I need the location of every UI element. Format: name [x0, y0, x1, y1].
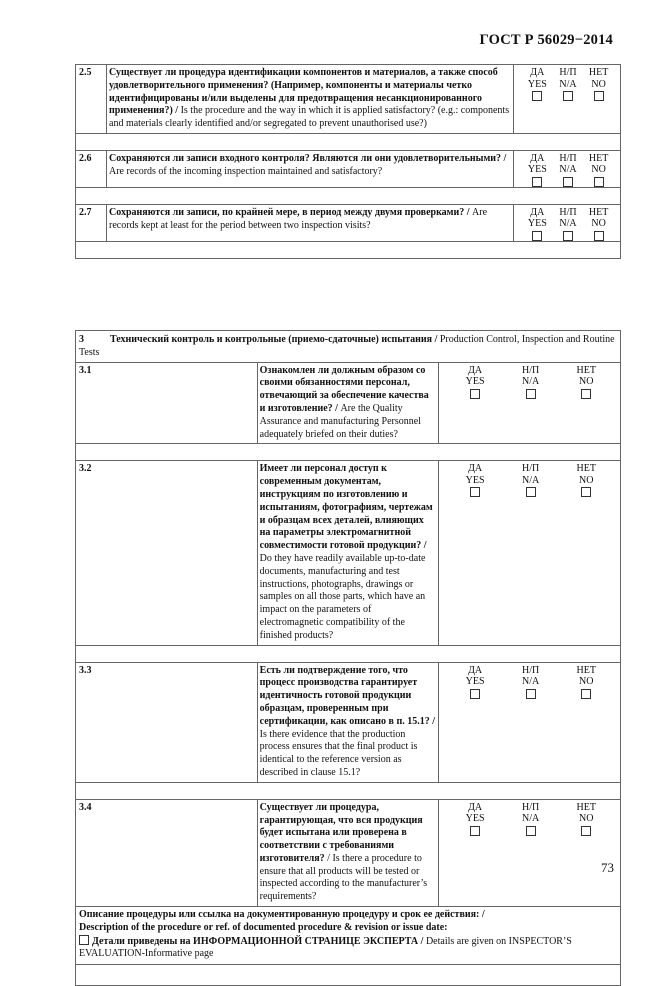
spacer-cell [76, 965, 621, 986]
question-number: 2.6 [76, 150, 107, 187]
answer-no [571, 802, 601, 836]
question-text-ru: Существует ли процедура идентификации компонентов и материалов, а также способ удовлетворительного применения? (Например, компоненты и материалы четко идентифицированы и/или выделены для предотвращения несанкционированного применения?) / [109, 67, 498, 117]
na-checkbox[interactable] [563, 231, 573, 241]
question-text-ru: Имеет ли персонал доступ к современным документам, инструкциям по изготовлению и испытаниям, фотографиям, чертежам и образцам всех деталей, влияющих на параметры электромагнитной совместимости готовой продукции? / [259, 463, 433, 552]
question-text-ru: Существует ли процедура, гарантирующая, что вся продукция будет испытана или проверена в соответствии с требованиями изготовителя? [259, 801, 423, 864]
question-text-en: Is there evidence that the production process ensures that the final product is identical to the reference version as described in clause 15.1? [259, 728, 418, 778]
yes-checkbox[interactable] [532, 177, 542, 187]
spacer-cell [76, 187, 621, 204]
details-text-ru: Детали приведены на ИНФОРМАЦИОННОЙ СТРАНИЦЕ ЭКСПЕРТА / [92, 935, 424, 947]
question-row [76, 461, 621, 645]
description-line-en: Description of the procedure or ref. of documented procedure & revision or issue date: [79, 921, 448, 933]
question-text-en: Are records of the incoming inspection maintained and satisfactory? [109, 165, 383, 177]
answer-na [553, 67, 583, 101]
spacer-row [76, 444, 621, 461]
checklist-table-section-3 [75, 330, 621, 986]
yes-label-ru: ДА [468, 364, 483, 376]
na-label-en: N/A [559, 164, 577, 176]
answer-cell [439, 662, 621, 782]
spacer-row [76, 645, 621, 662]
no-label-en: NO [591, 164, 606, 176]
no-label-en: NO [578, 813, 594, 825]
yes-label-en: YES [465, 376, 485, 388]
no-label-en: NO [591, 78, 606, 90]
na-checkbox[interactable] [563, 91, 573, 101]
document-header: ГОСТ Р 56029−2014 [479, 32, 613, 48]
no-label-ru: НЕТ [588, 206, 609, 218]
spacer-cell [76, 133, 621, 150]
answer-no [584, 153, 614, 187]
yes-label-en: YES [465, 474, 485, 486]
yes-checkbox[interactable] [532, 91, 542, 101]
answer-na [516, 365, 546, 399]
answer-cell [439, 362, 621, 444]
no-checkbox[interactable] [594, 91, 604, 101]
question-text-ru: Ознакомлен ли должным образом со своими обязанностями персонал, отвечающий за обеспечение качества и изготовление? / [259, 364, 429, 414]
question-text-en: Do they have readily available up-to-date documents, manufacturing and test instructions, photographs, drawings or samples on all those parts, which have an impact on the parameters of electromagnetic compatibility of the finished products? [259, 552, 426, 641]
answer-options [514, 207, 620, 241]
na-label-ru: Н/П [522, 364, 540, 376]
na-label-ru: Н/П [559, 152, 577, 164]
question-text-en: Are records kept at least for the period between two inspection visits? [109, 206, 488, 231]
answer-yes [460, 463, 490, 497]
yes-label-ru: ДА [468, 664, 483, 676]
spacer-row [76, 782, 621, 799]
na-label-ru: Н/П [522, 801, 540, 813]
question-text [257, 461, 439, 645]
no-checkbox[interactable] [594, 231, 604, 241]
section-number: 3 [79, 334, 84, 345]
question-text [107, 204, 514, 241]
question-text-en: Is the procedure and the way in which it is applied satisfactory? (e.g.: components and materials clearly identified and/or segregated to prevent unauthorised use?) [109, 105, 510, 130]
answer-options [439, 463, 620, 497]
question-row [76, 150, 621, 187]
answer-no [571, 665, 601, 699]
spacer-row [76, 133, 621, 150]
question-number: 3.4 [76, 799, 258, 906]
details-line [79, 935, 617, 962]
yes-label-en: YES [465, 813, 485, 825]
answer-na [516, 665, 546, 699]
yes-label-ru: ДА [530, 206, 545, 218]
answer-no [571, 365, 601, 399]
details-text-en: Details are given on INSPECTOR’S EVALUATION-Informative page [79, 935, 572, 960]
na-label-en: N/A [522, 376, 540, 388]
na-checkbox[interactable] [526, 826, 536, 836]
question-text-ru: Сохраняются ли записи входного контроля? Являются ли они удовлетворительными? / [109, 152, 507, 164]
question-text [257, 662, 439, 782]
na-label-en: N/A [522, 676, 540, 688]
answer-no [584, 67, 614, 101]
na-checkbox[interactable] [526, 487, 536, 497]
spacer-cell [76, 782, 621, 799]
no-label-ru: НЕТ [576, 463, 596, 475]
yes-label-ru: ДА [530, 152, 545, 164]
yes-checkbox[interactable] [470, 689, 480, 699]
answer-yes [460, 365, 490, 399]
question-row [76, 204, 621, 241]
spacer-cell [76, 645, 621, 662]
section-title-ru: Технический контроль и контрольные (приемо-сдаточные) испытания / [110, 334, 438, 345]
page-number: 73 [601, 860, 614, 875]
no-label-en: NO [578, 376, 594, 388]
no-checkbox[interactable] [581, 826, 591, 836]
no-checkbox[interactable] [581, 389, 591, 399]
spacer-cell [76, 241, 621, 258]
answer-cell [514, 204, 621, 241]
answer-cell [439, 799, 621, 906]
no-checkbox[interactable] [581, 487, 591, 497]
question-text-en: Are the Quality Assurance and manufacturing Personnel adequately briefed on their duties? [259, 402, 421, 440]
answer-no [584, 207, 614, 241]
answer-cell [514, 150, 621, 187]
yes-label-en: YES [465, 676, 485, 688]
no-label-ru: НЕТ [576, 801, 596, 813]
no-label-en: NO [578, 676, 594, 688]
yes-label-ru: ДА [468, 463, 483, 475]
na-label-ru: Н/П [559, 206, 577, 218]
na-label-ru: Н/П [522, 463, 540, 475]
question-text-ru: Есть ли подтверждение того, что процесс производства гарантирует идентичность готовой продукции образцам, проверенным при сертификации, как описано в п. 15.1? / [259, 664, 435, 727]
no-checkbox[interactable] [594, 177, 604, 187]
spacer-row [76, 965, 621, 986]
question-row [76, 662, 621, 782]
answer-options [439, 365, 620, 399]
spacer-row [76, 241, 621, 258]
section-title-en: Production Control, Inspection and Routine Tests [79, 334, 615, 358]
answer-yes [460, 802, 490, 836]
na-label-en: N/A [559, 78, 577, 90]
answer-na [553, 153, 583, 187]
na-checkbox[interactable] [526, 389, 536, 399]
no-label-ru: НЕТ [576, 364, 596, 376]
answer-options [439, 665, 620, 699]
na-label-ru: Н/П [559, 67, 577, 78]
question-number: 2.7 [76, 204, 107, 241]
yes-label-en: YES [527, 164, 547, 176]
question-row [76, 362, 621, 444]
yes-label-ru: ДА [468, 801, 483, 813]
question-text [107, 65, 514, 134]
question-text [107, 150, 514, 187]
yes-label-en: YES [527, 78, 547, 90]
yes-checkbox[interactable] [470, 389, 480, 399]
question-number: 3.3 [76, 662, 258, 782]
details-checkbox[interactable] [79, 935, 89, 945]
na-label-en: N/A [522, 813, 540, 825]
question-text [257, 362, 439, 444]
description-line-ru: Описание процедуры или ссылка на документированную процедуру и срок ее действия: / [79, 909, 485, 921]
no-label-ru: НЕТ [576, 664, 596, 676]
section-3-title [76, 331, 621, 363]
answer-options [514, 67, 620, 101]
question-row [76, 65, 621, 134]
yes-label-en: YES [527, 218, 547, 230]
answer-options [439, 802, 620, 836]
question-number: 3.2 [76, 461, 258, 645]
question-row [76, 799, 621, 906]
no-checkbox[interactable] [581, 689, 591, 699]
yes-checkbox[interactable] [470, 487, 480, 497]
checklist-table-section-2 [75, 64, 621, 259]
section-3-title-row [76, 331, 621, 363]
answer-yes [522, 207, 552, 241]
na-checkbox[interactable] [563, 177, 573, 187]
yes-checkbox[interactable] [532, 231, 542, 241]
question-number: 2.5 [76, 65, 107, 134]
question-text [257, 799, 439, 906]
question-text-ru: Сохраняются ли записи, по крайней мере, в период между двумя проверками? / [109, 206, 470, 218]
yes-label-ru: ДА [530, 67, 545, 78]
spacer-cell [76, 444, 621, 461]
answer-yes [522, 153, 552, 187]
answer-cell [514, 65, 621, 134]
question-text-en: / Is there a procedure to ensure that all products will be tested or inspected according to the manufacturer’s requirements? [259, 852, 428, 903]
no-label-ru: НЕТ [588, 152, 609, 164]
no-label-en: NO [591, 218, 606, 230]
na-label-en: N/A [522, 474, 540, 486]
question-number: 3.1 [76, 362, 258, 444]
na-label-en: N/A [559, 218, 577, 230]
answer-yes [460, 665, 490, 699]
answer-cell [439, 461, 621, 645]
answer-yes [522, 67, 552, 101]
na-label-ru: Н/П [522, 664, 540, 676]
no-label-en: NO [578, 474, 594, 486]
spacer-row [76, 187, 621, 204]
answer-no [571, 463, 601, 497]
answer-na [516, 463, 546, 497]
answer-na [516, 802, 546, 836]
answer-na [553, 207, 583, 241]
na-checkbox[interactable] [526, 689, 536, 699]
yes-checkbox[interactable] [470, 826, 480, 836]
answer-options [514, 153, 620, 187]
no-label-ru: НЕТ [588, 67, 609, 78]
